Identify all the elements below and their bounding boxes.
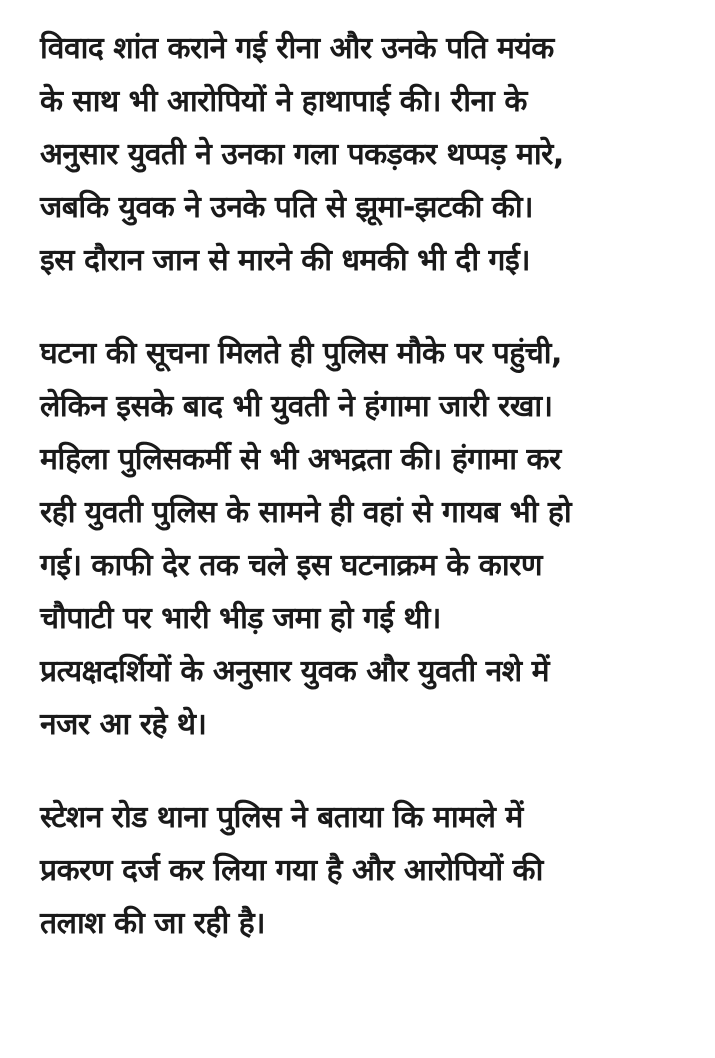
text-line: इस दौरान जान से मारने की धमकी भी दी गई। [40, 243, 531, 278]
text-line: महिला पुलिसकर्मी से भी अभद्रता की। हंगामा कर [40, 442, 561, 477]
text-line: स्टेशन रोड थाना पुलिस ने बताया कि मामले में [40, 800, 523, 835]
paragraph-3 [40, 791, 690, 950]
text-line: रही युवती पुलिस के सामने ही वहां से गायब भी हो [40, 495, 572, 530]
paragraph-2 [40, 327, 690, 751]
article-body [40, 22, 690, 950]
text-line: तलाश की जा रही है। [40, 906, 265, 941]
text-line: नजर आ रहे थे। [40, 707, 207, 742]
text-line: विवाद शांत कराने गई रीना और उनके पति मयंक [40, 31, 554, 66]
text-line: गई। काफी देर तक चले इस घटनाक्रम के कारण [40, 548, 543, 583]
text-line: प्रकरण दर्ज कर लिया गया है और आरोपियों की [40, 853, 543, 888]
text-line: चौपाटी पर भारी भीड़ जमा हो गई थी। [40, 601, 441, 636]
text-line: प्रत्यक्षदर्शियों के अनुसार युवक और युवती नशे में [40, 654, 550, 689]
text-line: अनुसार युवती ने उनका गला पकड़कर थप्पड़ मारे, [40, 137, 564, 172]
text-line: घटना की सूचना मिलते ही पुलिस मौके पर पहुंची, [40, 336, 562, 371]
text-line: लेकिन इसके बाद भी युवती ने हंगामा जारी रखा। [40, 389, 553, 424]
text-line: के साथ भी आरोपियों ने हाथापाई की। रीना के [40, 84, 527, 119]
paragraph-1 [40, 22, 690, 287]
text-line: जबकि युवक ने उनके पति से झूमा-झटकी की। [40, 190, 534, 225]
